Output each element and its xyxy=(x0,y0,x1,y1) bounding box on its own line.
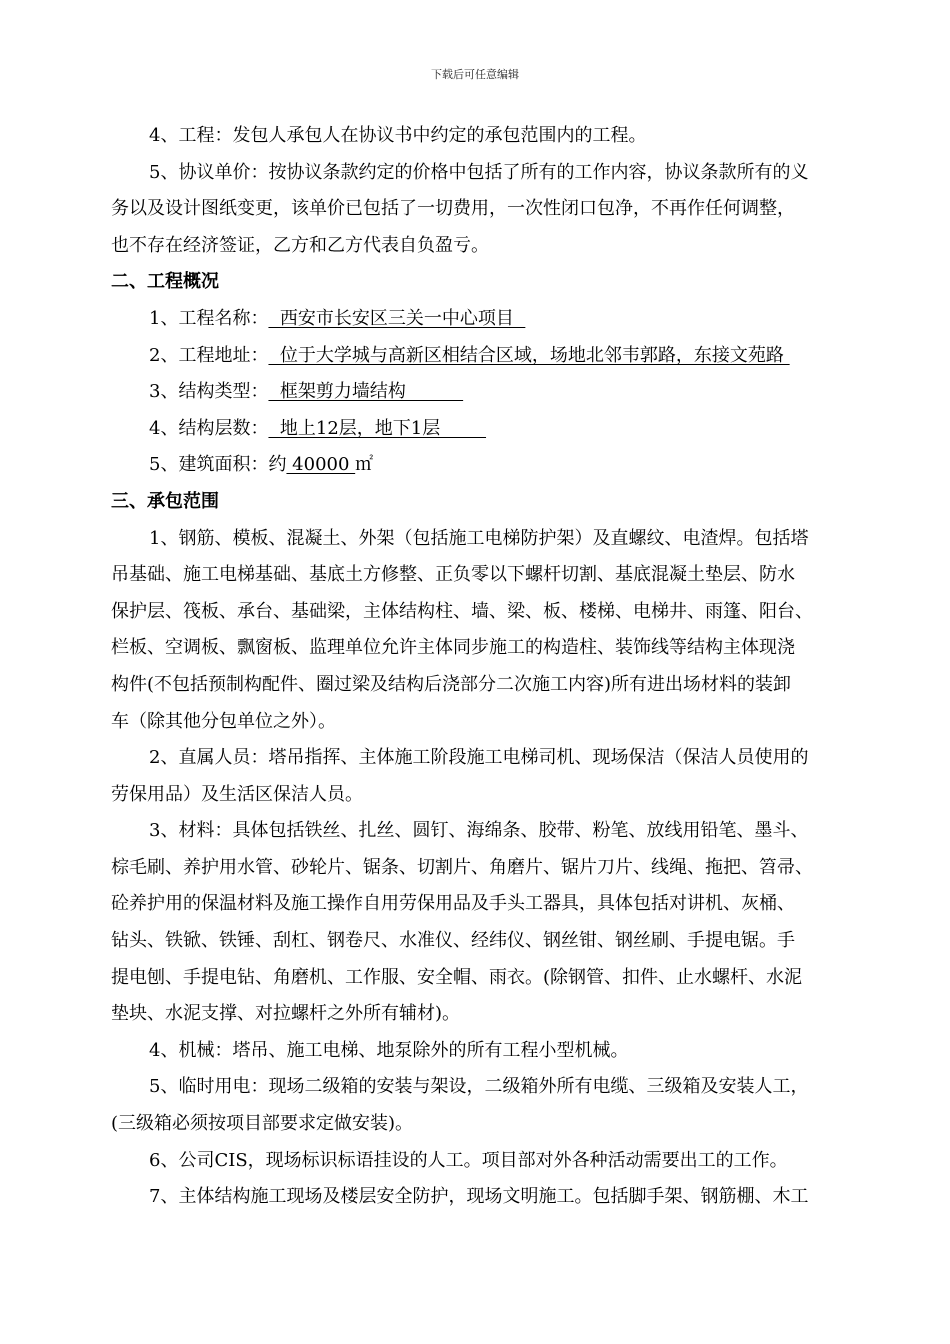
project-field xyxy=(111,374,861,411)
paragraph-continuation: 务以及设计图纸变更，该单价已包括了一切费用，一次性闭口包净，不再作任何调整， xyxy=(111,198,795,220)
paragraph-continuation: 垫块、水泥支撑、对拉螺杆之外所有辅材)。 xyxy=(111,1003,461,1025)
paragraph-line: 4、工程：发包人承包人在协议书中约定的承包范围内的工程。 xyxy=(149,125,647,146)
section-heading: 三、承包范围 xyxy=(111,490,219,512)
paragraph-continuation: (三级箱必须按项目部要求定做安装)。 xyxy=(111,1113,414,1135)
paragraph-line: 5、协议单价：按协议条款约定的价格中包括了所有的工作内容，协议条款所有的义 xyxy=(149,161,809,183)
paragraph-continuation: 砼养护用的保温材料及施工操作自用劳保用品及手头工器具，具体包括对讲机、灰桶、 xyxy=(111,893,795,915)
field-value: 西安市长安区三关一中心项目 xyxy=(268,307,526,329)
paragraph-continuation: 劳保用品）及生活区保洁人员。 xyxy=(111,783,363,805)
project-field xyxy=(111,447,861,484)
paragraph-continuation: 构件(不包括预制构配件、圈过梁及结构后浇部分二次施工内容)所有进出场材料的装卸 xyxy=(111,673,792,695)
document-body xyxy=(111,118,861,1216)
paragraph-continuation: 也不存在经济签证，乙方和乙方代表自负盈亏。 xyxy=(111,234,489,256)
project-field xyxy=(111,338,861,375)
field-value: 40000 xyxy=(286,454,356,476)
paragraph-continuation: 钻头、铁锨、铁锤、刮杠、钢卷尺、水准仪、经纬仪、钢丝钳、钢丝刷、手提电锯。手 xyxy=(111,930,795,952)
field-value: 位于大学城与高新区相结合区域，场地北邻韦郭路，东接文苑路 xyxy=(268,344,790,366)
paragraph-line: 2、直属人员：塔吊指挥、主体施工阶段施工电梯司机、现场保洁（保洁人员使用的 xyxy=(149,747,809,769)
paragraph-line: 4、机械：塔吊、施工电梯、地泵除外的所有工程小型机械。 xyxy=(149,1039,629,1061)
project-field xyxy=(111,411,861,448)
paragraph-continuation: 保护层、筏板、承台、基础梁，主体结构柱、墙、梁、板、楼梯、电梯井、雨篷、阳台、 xyxy=(111,600,813,622)
field-label: 5、建筑面积：约 xyxy=(149,454,287,476)
page-header: 下载后可任意编辑 xyxy=(431,68,519,81)
paragraph-continuation: 提电刨、手提电钻、角磨机、工作服、安全帽、雨衣。(除钢管、扣件、止水螺杆、水泥 xyxy=(111,966,803,988)
paragraph-line: 7、主体结构施工现场及楼层安全防护，现场文明施工。包括脚手架、钢筋棚、木工 xyxy=(149,1186,809,1208)
paragraph-line: 6、公司CIS，现场标识标语挂设的人工。项目部对外各种活动需要出工的工作。 xyxy=(149,1149,788,1171)
section-heading: 二、工程概况 xyxy=(111,271,219,293)
paragraph-continuation: 吊基础、施工电梯基础、基底土方修整、正负零以下螺杆切割、基底混凝土垫层、防水 xyxy=(111,564,795,586)
field-label: 2、工程地址： xyxy=(149,344,269,366)
paragraph-line: 5、临时用电：现场二级箱的安装与架设，二级箱外所有电缆、三级箱及安装人工， xyxy=(149,1076,809,1098)
field-label: 4、结构层数： xyxy=(149,417,269,439)
paragraph-line: 1、钢筋、模板、混凝土、外架（包括施工电梯防护架）及直螺纹、电渣焊。包括塔 xyxy=(149,527,809,549)
field-label: 1、工程名称： xyxy=(149,307,269,329)
field-value: 框架剪力墙结构 xyxy=(268,381,464,403)
paragraph-line: 3、材料：具体包括铁丝、扎丝、圆钉、海绵条、胶带、粉笔、放线用铅笔、墨斗、 xyxy=(149,820,809,842)
field-value: 地上12层，地下1层 xyxy=(268,417,487,439)
paragraph-continuation: 棕毛刷、养护用水管、砂轮片、锯条、切割片、角磨片、锯片刀片、线绳、拖把、笤帚、 xyxy=(111,856,813,878)
paragraph-continuation: 栏板、空调板、飘窗板、监理单位允许主体同步施工的构造柱、装饰线等结构主体现浇 xyxy=(111,637,795,659)
paragraph-continuation: 车（除其他分包单位之外）。 xyxy=(111,710,336,732)
field-unit: ㎡ xyxy=(355,454,374,476)
project-field xyxy=(111,301,861,338)
field-label: 3、结构类型： xyxy=(149,381,269,403)
